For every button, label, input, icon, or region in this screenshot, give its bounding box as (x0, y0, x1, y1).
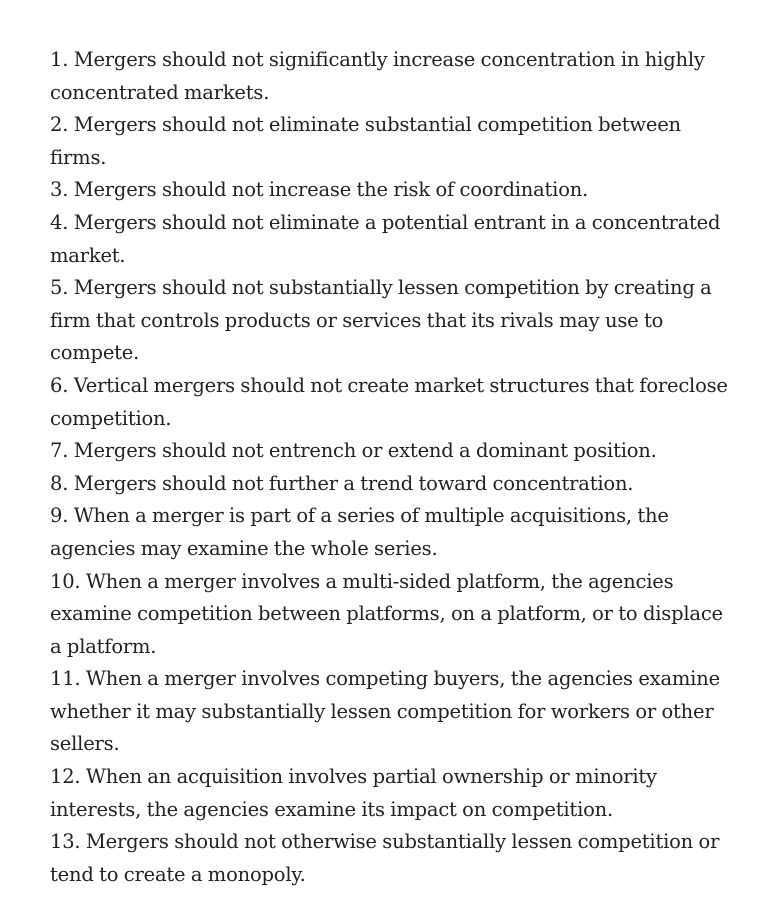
list-item-4: 4. Mergers should not eliminate a potential entrant in a concentrated market. (50, 210, 721, 267)
list-item-1: 1. Mergers should not significantly increase concentration in highly concentrated markets. (50, 48, 705, 104)
list-item-10: 10. When a merger involves a multi-sided platform, the agencies examine competition between platforms, on a platform, or to displace a platform. (50, 569, 723, 658)
list-item-11: 11. When a merger involves competing buyers, the agencies examine whether it may substantially lessen competition for workers or other sellers. (50, 667, 720, 756)
list-item-7: 7. Mergers should not entrench or extend a dominant position. (50, 439, 657, 463)
list-item-8: 8. Mergers should not further a trend toward concentration. (50, 471, 634, 495)
list-item-12: 12. When an acquisition involves partial ownership or minority interests, the agencies examine its impact on competition. (50, 765, 657, 821)
list-item-2: 2. Mergers should not eliminate substantial competition between firms. (50, 113, 681, 169)
list-item-5: 5. Mergers should not substantially lessen competition by creating a firm that controls products or services that its rivals may use to compete. (50, 276, 712, 365)
list-item-6: 6. Vertical mergers should not create market structures that foreclose competition. (50, 373, 728, 430)
list-item-3: 3. Mergers should not increase the risk of coordination. (50, 178, 589, 202)
list-item-13: 13. Mergers should not otherwise substantially lessen competition or tend to create a monopoly. (50, 830, 720, 886)
list-item-9: 9. When a merger is part of a series of multiple acquisitions, the agencies may examine the whole series. (50, 504, 669, 560)
